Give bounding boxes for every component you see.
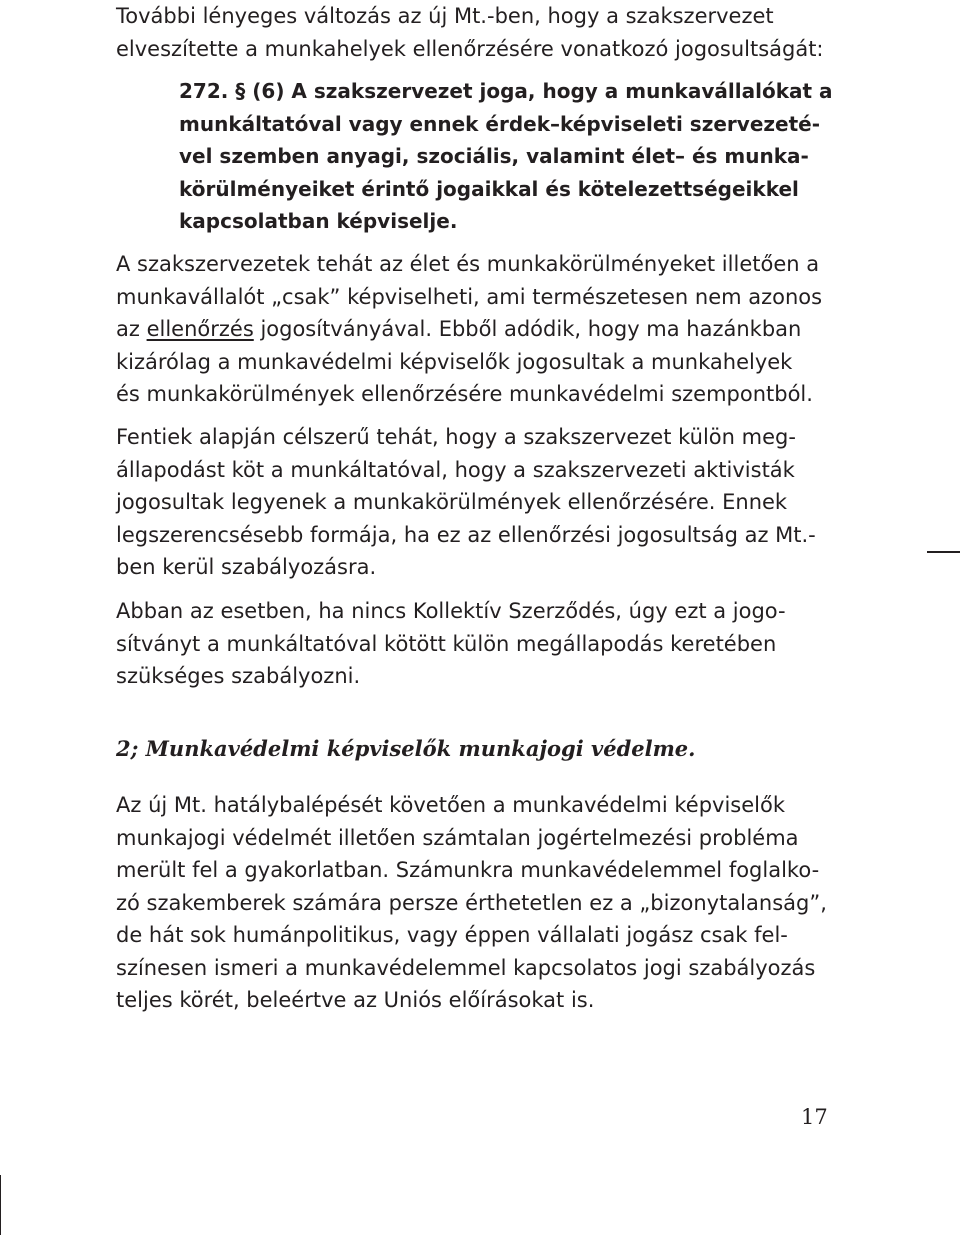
margin-rule (927, 551, 960, 553)
law-quote (179, 75, 833, 238)
quote-line: munkáltatóval vagy ennek érdek–képviseleti szervezeté- (179, 111, 821, 136)
margin-tick (0, 1175, 1, 1235)
text-line: A szakszervezetek tehát az élet és munkakörülményeket illetően a (116, 252, 820, 276)
page-number: 17 (801, 1105, 828, 1129)
text-line (116, 313, 828, 346)
paragraph-legal-protection (116, 789, 828, 1017)
text-line: legszerencsésebb formája, ha ez az ellenőrzési jogosultság az Mt.- (116, 522, 816, 547)
text-line: teljes körét, beleértve az Uniós előírásokat is. (116, 988, 595, 1012)
paragraph-representation (116, 248, 828, 411)
text-line: elveszítette a munkahelyek ellenőrzésére vonatkozó jogosultságát: (116, 36, 824, 61)
intro-paragraph (116, 0, 828, 65)
text-line: színesen ismeri a munkavédelemmel kapcsolatos jogi szabályozás (116, 955, 816, 980)
text-line: zó szakemberek számára persze érthetetlen ez a „bizonytalanság”, (116, 890, 827, 915)
paragraph-agreement (116, 421, 828, 584)
text-line: kizárólag a munkavédelmi képviselők jogosultak a munkahelyek (116, 349, 793, 374)
text-line: állapodást köt a munkáltatóval, hogy a szakszervezeti aktivisták (116, 457, 795, 482)
text-fragment: jogosítványával. Ebből adódik, hogy ma hazánkban (253, 317, 802, 341)
text-fragment: az (116, 317, 147, 341)
text-line: de hát sok humánpolitikus, vagy éppen vállalati jogász csak fel- (116, 923, 788, 947)
text-line: Abban az esetben, ha nincs Kollektív Szerződés, úgy ezt a jogo- (116, 599, 786, 623)
text-line: munkavállalót „csak” képviselheti, ami természetesen nem azonos (116, 284, 823, 309)
text-line: ben kerül szabályozásra. (116, 555, 377, 579)
quote-line: körülményeiket érintő jogaikkal és kötelezettségeikkel (179, 176, 799, 201)
paragraph-collective-agreement (116, 595, 828, 693)
text-line: jogosultak legyenek a munkakörülmények ellenőrzésére. Ennek (116, 490, 788, 514)
text-line: és munkakörülmények ellenőrzésére munkavédelmi szempontból. (116, 382, 813, 406)
text-line: szükséges szabályozni. (116, 664, 361, 688)
section-heading: 2; Munkavédelmi képviselők munkajogi védelme. (116, 736, 696, 761)
quote-line: vel szemben anyagi, szociális, valamint élet– és munka- (179, 144, 809, 168)
text-line: További lényeges változás az új Mt.-ben, hogy a szakszervezet (116, 4, 774, 28)
quote-line: kapcsolatban képviselje. (179, 209, 458, 233)
quote-line: 272. § (6) A szakszervezet joga, hogy a munkavállalókat a (179, 79, 833, 103)
underlined-term: ellenőrzés (146, 317, 254, 341)
text-line: merült fel a gyakorlatban. Számunkra munkavédelemmel foglalko- (116, 858, 820, 882)
text-line: sítványt a munkáltatóval kötött külön megállapodás keretében (116, 631, 777, 656)
text-line: Fentiek alapján célszerű tehát, hogy a szakszervezet külön meg- (116, 425, 796, 449)
text-line: munkajogi védelmét illetően számtalan jogértelmezési probléma (116, 825, 799, 850)
text-line: Az új Mt. hatálybalépését követően a munkavédelmi képviselők (116, 793, 786, 817)
